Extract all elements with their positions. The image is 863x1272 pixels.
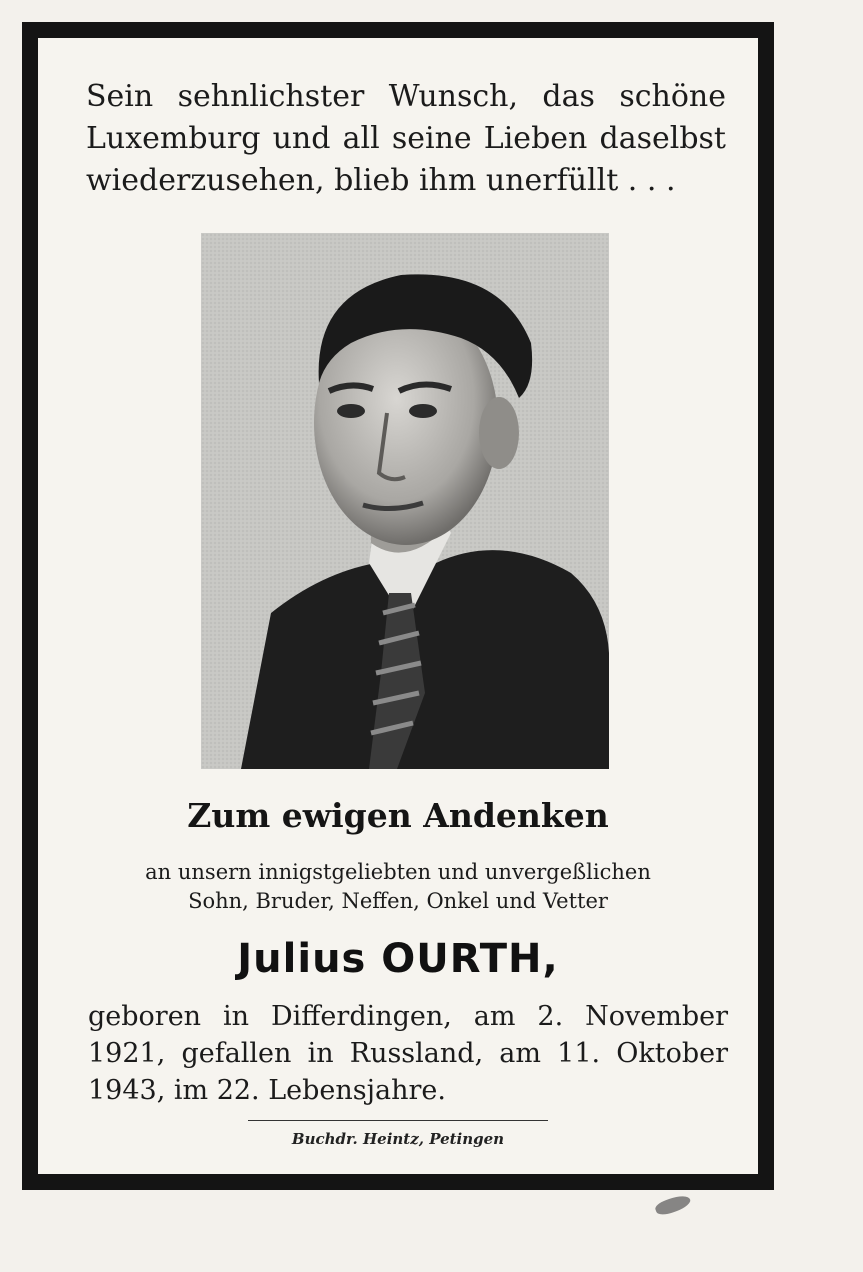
- portrait-photo: [201, 233, 609, 769]
- deceased-name: Julius OURTH,: [237, 936, 559, 982]
- black-mourning-border: [22, 22, 774, 1190]
- subheading-line-1: an unsern innigstgeliebten und unvergeßlichen: [145, 860, 651, 884]
- heading-title: Zum ewigen Andenken: [187, 796, 609, 835]
- birth-death-details: geboren in Differdingen, am 2. November 1921, gefallen in Russland, am 11. Oktober 1943, im 22. Lebensjahre.: [88, 1001, 728, 1106]
- printer-credit: Buchdr. Heintz, Petingen: [291, 1130, 505, 1148]
- ink-spot: [654, 1192, 693, 1217]
- intro-quote: Sein sehnlichster Wunsch, das schöne Luxemburg und all seine Lieben daselbst wiederzusehen, blieb ihm unerfüllt . . .: [86, 79, 726, 198]
- subheading-line-2: Sohn, Bruder, Neffen, Onkel und Vetter: [188, 889, 608, 913]
- divider-rule: [248, 1120, 548, 1121]
